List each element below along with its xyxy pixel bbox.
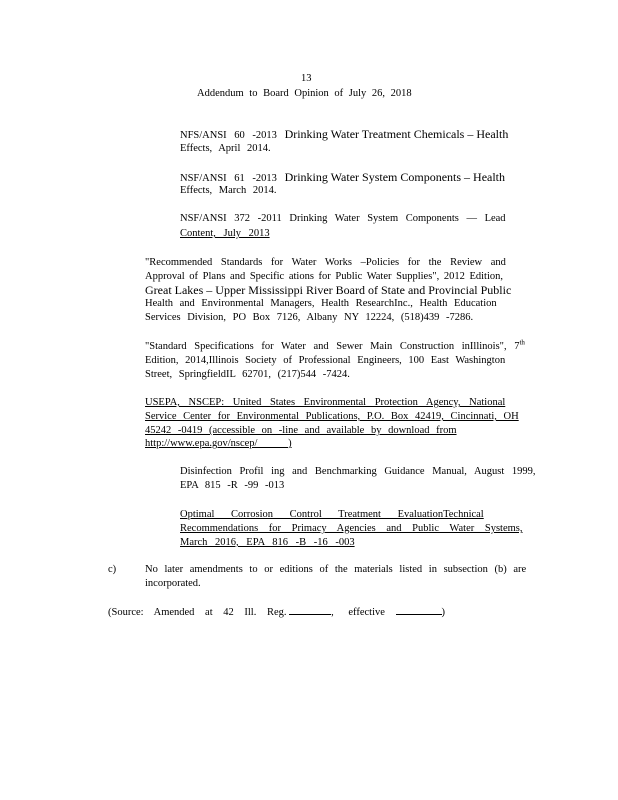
source-line [108,604,445,620]
page-number: 13 [301,73,312,84]
standard-specifications-line3: Street, SpringfieldIL 62701, (217)544 -7424. [145,369,350,380]
register-blank [289,604,331,615]
recommended-standards-line3: Great Lakes – Upper Mississippi River Board of State and Provincial Public [145,283,512,297]
nsf-ansi-61-code: NSF/ANSI 61 -2013 [180,173,285,184]
occt-line2: Recommendations for Primacy Agencies and Public Water Systems, [180,523,523,534]
nsf-ansi-60-line2: Effects, April 2014. [180,143,271,154]
usepa-nscep-line1: USEPA, NSCEP: United States Environmental Protection Agency, National [145,397,506,408]
recommended-standards-line4: Health and Environmental Managers, Health ResearchInc., Health Education [145,298,497,309]
standard-specifications-title: "Standard Specifications for Water and Sewer Main Construction inIllinois", 7 [145,341,520,352]
nsf-ansi-60-line1 [180,127,508,143]
subsection-c-label: c) [108,564,117,575]
recommended-standards-line5: Services Division, PO Box 7126, Albany NY 12224, (518)439 -7286. [145,312,474,323]
subsection-c-line1: No later amendments to or editions of the materials listed in subsection (b) are [145,564,527,575]
subsection-c-line2: incorporated. [145,578,201,589]
standard-specifications-line1 [145,340,525,354]
occt-line3: March 2016, EPA 816 -B -16 -003 [180,537,355,548]
nsf-ansi-372-line1: NSF/ANSI 372 -2011 Drinking Water System Components — Lead [180,213,506,224]
disinfection-profiling-line2: EPA 815 -R -99 -013 [180,480,285,491]
nsf-ansi-61-line2: Effects, March 2014. [180,185,277,196]
nsf-ansi-61-title: Drinking Water System Components – Health [284,170,506,184]
nsf-ansi-372-line2: Content, July 2013 [180,228,270,239]
usepa-nscep-link[interactable]: http://www.epa.gov/nscep/ ) [145,438,292,449]
edition-superscript: th [519,338,525,347]
source-prefix: (Source: Amended at 42 Ill. Reg. [108,607,287,618]
recommended-standards-line2: Approval of Plans and Specific ations for Public Water Supplies", 2012 Edition, [145,271,503,282]
disinfection-profiling-line1: Disinfection Profil ing and Benchmarking Guidance Manual, August 1999, [180,466,536,477]
nsf-ansi-60-code: NFS/ANSI 60 -2013 [180,130,285,141]
usepa-nscep-line2: Service Center for Environmental Publications, P.O. Box 42419, Cincinnati, OH [145,411,519,422]
source-mid: , effective [331,607,385,618]
effective-date-blank [396,604,442,615]
nsf-ansi-60-title: Drinking Water Treatment Chemicals – Health [284,127,509,141]
occt-line1: Optimal Corrosion Control Treatment EvaluationTechnical [180,509,484,520]
recommended-standards-line1: "Recommended Standards for Water Works –Policies for the Review and [145,257,506,268]
usepa-nscep-line3: 45242 -0419 (accessible on -line and available by download from [145,425,457,436]
source-suffix: ) [441,607,446,618]
page-subtitle: Addendum to Board Opinion of July 26, 2018 [197,88,412,99]
standard-specifications-line2: Edition, 2014,Illinois Society of Professional Engineers, 100 East Washington [145,355,506,366]
